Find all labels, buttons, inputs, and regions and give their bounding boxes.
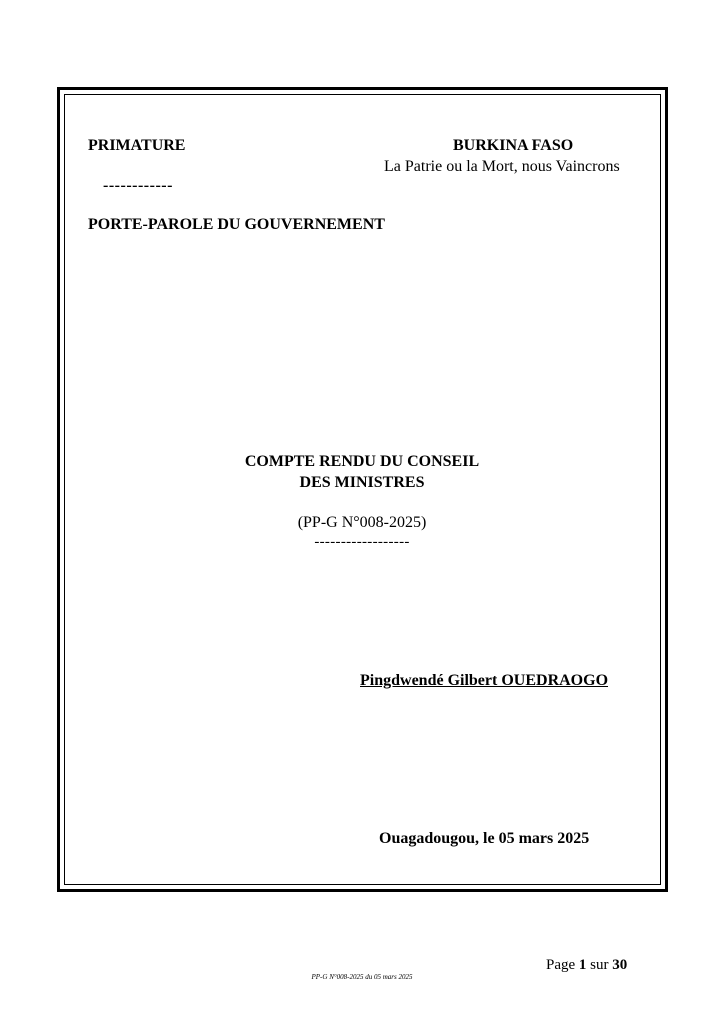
national-motto: La Patrie ou la Mort, nous Vaincrons [384, 158, 620, 175]
footer-reference: PP-G N°008-2025 du 05 mars 2025 [311, 973, 413, 981]
report-reference: (PP-G N°008-2025) [297, 514, 427, 531]
page-current: 1 [578, 957, 587, 973]
place-and-date: Ouagadougou, le 05 mars 2025 [379, 830, 590, 847]
country-name: BURKINA FASO [453, 137, 574, 154]
page-prefix: Page [546, 957, 579, 973]
report-separator: ------------------ [314, 534, 410, 550]
page-separator: sur [586, 957, 613, 973]
report-title-line2: DES MINISTRES [299, 474, 425, 491]
institution-separator: ------------ [103, 177, 173, 194]
page-total: 30 [612, 957, 628, 973]
signatory-name: Pingdwendé Gilbert OUEDRAOGO [360, 672, 609, 689]
report-title [0, 452, 724, 493]
ministry-name: PORTE-PAROLE DU GOUVERNEMENT [88, 216, 385, 233]
institution-name: PRIMATURE [88, 137, 186, 154]
report-title-line1: COMPTE RENDU DU CONSEIL [244, 453, 480, 470]
page-number [546, 955, 627, 975]
